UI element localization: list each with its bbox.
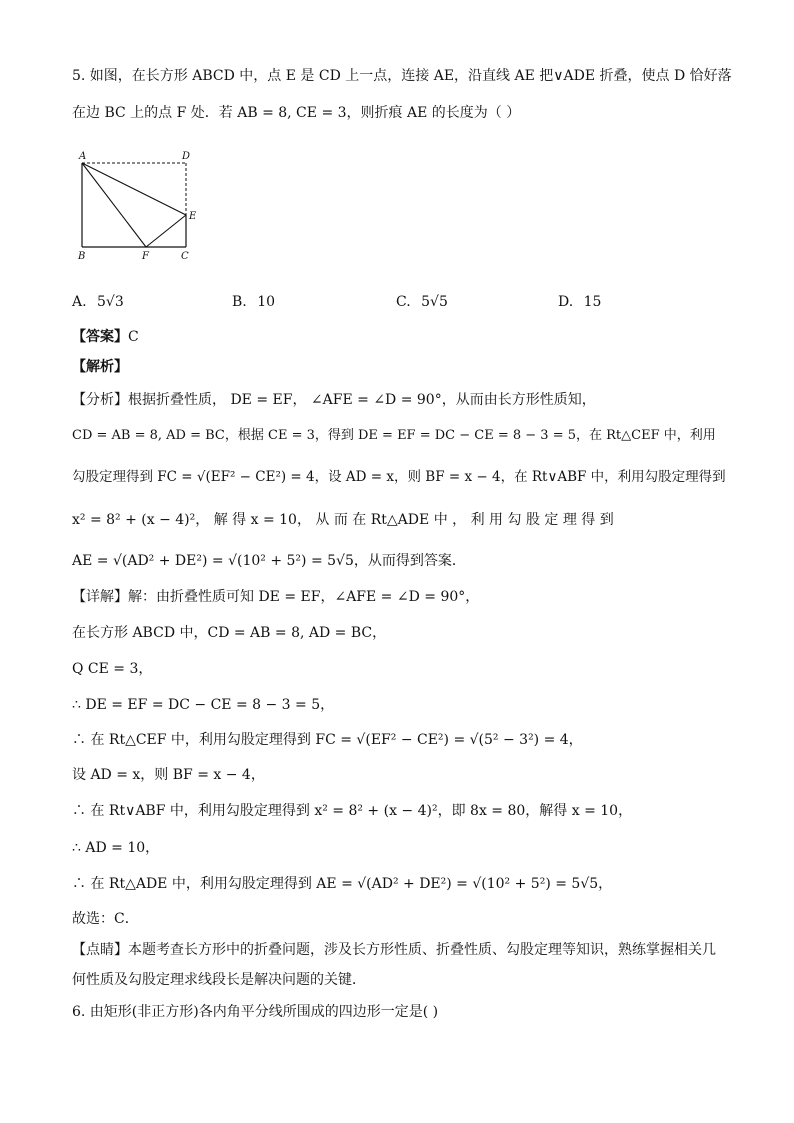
option-b-value: 10 [257,294,276,310]
answer-line [72,327,139,347]
detail-line-1: 【详解】解：由折叠性质可知 DE = EF，∠AFE = ∠D = 90°， [72,589,480,605]
detail-line-6: 设 AD = x，则 BF = x − 4， [72,767,265,783]
option-a [72,292,124,312]
question6: 6. 由矩形(非正方形)各内角平分线所围成的四边形一定是( ) [72,1004,439,1020]
geometry-figure [70,148,210,263]
detail-line-8: ∴ AD = 10， [72,840,160,856]
option-d [558,292,601,312]
analysis-heading: 【解析】 [72,359,128,375]
detail-line-5: ∴ 在 Rt△CEF 中，利用勾股定理得到 FC = √(EF² − CE²) = √(5² − 3²) = 4， [72,732,583,748]
option-c-value: 5√5 [421,294,448,310]
option-b [232,292,275,312]
option-d-label: D. [558,294,574,310]
detail-line-10: 故选：C． [72,911,139,927]
detail-line-2: 在长方形 ABCD 中，CD = AB = 8, AD = BC， [72,625,387,641]
option-a-label: A. [72,294,87,310]
label-B: B [78,251,86,262]
segment-AF [82,163,146,247]
question5-line2: 在边 BC 上的点 F 处．若 AB = 8, CE = 3，则折痕 AE 的长度为（ ） [72,105,521,121]
answer-value: C [128,329,139,345]
option-d-value: 15 [583,294,602,310]
option-c [396,292,448,312]
option-c-label: C. [396,294,411,310]
analysis-line-3: 勾股定理得到 FC = √(EF² − CE²) = 4，设 AD = x，则 BF = x − 4，在 Rt∨ABF 中，利用勾股定理得到 [72,469,726,485]
analysis-line-5: AE = √(AD² + DE²) = √(10² + 5²) = 5√5，从而得到答案． [72,553,466,569]
label-F: F [142,251,149,262]
comment-line-2: 何性质及勾股定理求线段长是解决问题的关键． [72,972,366,988]
option-b-label: B. [232,294,247,310]
label-E: E [189,211,197,222]
question5-line1: 5. 如图，在长方形 ABCD 中，点 E 是 CD 上一点，连接 AE，沿直线 AE 把∨ADE 折叠，使点 D 恰好落 [72,68,732,84]
detail-line-7: ∴ 在 Rt∨ABF 中，利用勾股定理得到 x² = 8² + (x − 4)²，即 8x = 80，解得 x = 10， [72,803,633,819]
option-a-value: 5√3 [97,294,124,310]
detail-line-9: ∴ 在 Rt△ADE 中，利用勾股定理得到 AE = √(AD² + DE²) = √(10² + 5²) = 5√5， [72,876,613,892]
analysis-line-4: x² = 8² + (x − 4)²， 解 得 x = 10， 从 而 在 Rt△ADE 中 ， 利 用 勾 股 定 理 得 到 [72,512,614,528]
analysis-line-1: 【分析】根据折叠性质， DE = EF， ∠AFE = ∠D = 90°，从而由长方形性质知， [72,392,596,408]
detail-line-4: ∴ DE = EF = DC − CE = 8 − 3 = 5， [72,697,335,713]
label-A: A [79,151,87,162]
segment-FE [146,215,186,247]
answer-tag: 【答案】 [72,329,128,345]
label-D: D [182,151,191,162]
analysis-line-2: CD = AB = 8, AD = BC，根据 CE = 3，得到 DE = EF = DC − CE = 8 − 3 = 5，在 Rt△CEF 中，利用 [72,428,716,443]
label-C: C [181,251,189,262]
detail-line-3: Q CE = 3， [72,661,153,677]
comment-line-1: 【点睛】本题考查长方形中的折叠问题，涉及长方形性质、折叠性质、勾股定理等知识，熟练掌握相关几 [72,942,716,958]
segment-AE [82,163,186,215]
